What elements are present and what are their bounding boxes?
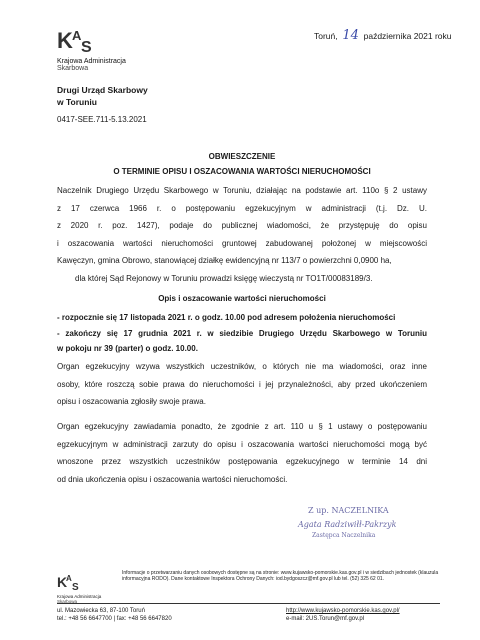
date-day-handwritten: 14 [342,28,359,43]
objections-line: Organ egzekucyjny zawiadamia ponadto, że zgodnie z art. 110 u § 1 ustawy o postępowaniu [57,422,427,431]
svg-text:S: S [81,39,92,56]
document-title: OBWIESZCZENIE [208,152,276,161]
summons-line: osoby, które roszczą sobie prawa do nieruchomości i jej przynależności, aby przed ukończeniem [57,379,427,389]
office-line-1: Drugi Urząd Skarbowy [57,85,148,95]
footer-email: e-mail: 2US.Torun@mf.gov.pl [286,616,365,622]
office-line-2: w Toruniu [57,97,97,107]
objections-paragraph [57,418,427,488]
intro-line: i oszacowania wartości nieruchomości gruntowej zabudowanej położonej w miejscowości [57,238,427,248]
summons-paragraph [57,358,427,411]
footer-org-name: Krajowa Administracja [57,594,102,599]
intro-paragraph [57,182,427,287]
stamp-line: Agata Radziwiłł-Pakrzyk [298,520,397,529]
summons-line: Organ egzekucyjny wzywa wszystkich uczestników, o których nie ma wiadomości, oraz inne [57,362,427,371]
place: Toruń, [314,31,338,41]
footer-org-subtitle: Skarbowa [57,599,78,604]
objections-line: wnoszone przez wszystkich uczestników postępowania egzekucyjnego w terminie 14 dni [57,457,427,466]
svg-text:A: A [72,28,82,43]
stamp-line: Z up. NACZELNIKA [308,506,389,515]
svg-text:K: K [57,574,68,590]
section-title: Opis i oszacowanie wartości nieruchomości [158,294,326,303]
office-name [57,84,148,108]
svg-text:K: K [57,28,73,53]
summons-line: opisu i oszacowania zgłosiły swoje prawa. [57,397,206,406]
gdpr-info: Informacje o przetwarzaniu danych osobowych dostępne są na stronie: www.kujawsko-pomorskie.kas.gov.pl i w siedzibach jednostek (klauzula informacyjna RODO). Dane kontaktowe Inspektora Ochrony Danych: iod.bydgoszcz@mf.gov.pl lub tel. (52) 325 62 01. [122,570,439,582]
svg-text:S: S [72,582,79,592]
intro-line: Kawęczyn, gmina Obrowo, stanowiącej działkę ewidencyjną nr 113/7 o powierzchni 0,0900 ha, [57,256,392,265]
schedule-line: - zakończy się 17 grudnia 2021 r. w siedzibie Drugiego Urzędu Skarbowego w Toruniu [57,328,427,338]
stamp-line: Zastępca Naczelnika [312,532,376,539]
intro-line: Naczelnik Drugiego Urzędu Skarbowego w Toruniu, działając na podstawie art. 110o § 2 ustawy [57,186,427,195]
org-name: Krajowa Administracja [57,58,126,65]
intro-line: z 2020 r. poz. 1427), podaje do publicznej wiadomości, że przystępuję do opisu [57,221,427,230]
intro-line: z 17 czerwca 1966 r. o postępowaniu egzekucyjnym w administracji (t.j. Dz. U. [57,203,427,213]
org-subtitle: Skarbowa [57,65,89,72]
date-line [314,28,452,43]
kas-logo [57,26,99,56]
objections-line: egzekucyjnym w administracji zarzuty do opisu i oszacowania wartości nieruchomości mogą być [57,439,427,449]
signature-stamp [296,494,436,542]
footer-divider [57,603,440,604]
footer-address: ul. Mazowiecka 63, 87-100 Toruń [57,608,145,614]
schedule-line: - rozpocznie się 17 listopada 2021 r. o godz. 10.00 pod adresem położenia nieruchomości [57,313,396,322]
schedule-paragraph [57,310,427,357]
case-reference: 0417-SEE.711-5.13.2021 [57,115,147,124]
intro-line: dla której Sąd Rejonowy w Toruniu prowadzi księgę wieczystą nr TO1T/00083189/3. [75,273,373,283]
svg-text:A: A [66,574,72,583]
footer-phones: tel.: +48 56 6647700 | fax: +48 56 6647820 [57,616,172,622]
footer-address-block [57,607,172,623]
footer-website-link[interactable]: http://www.kujawsko-pomorskie.kas.gov.pl/ [286,608,400,614]
objections-line: od dnia ukończenia opisu i oszacowania wartości nieruchomości. [57,474,288,484]
document-subtitle: O TERMINIE OPISU I OSZACOWANIA WARTOŚCI NIERUCHOMOŚCI [113,167,371,176]
footer-contact-block [286,607,400,623]
schedule-line: w pokoju nr 39 (parter) o godz. 10.00. [57,344,198,353]
date-month-year: października 2021 roku [363,31,452,41]
